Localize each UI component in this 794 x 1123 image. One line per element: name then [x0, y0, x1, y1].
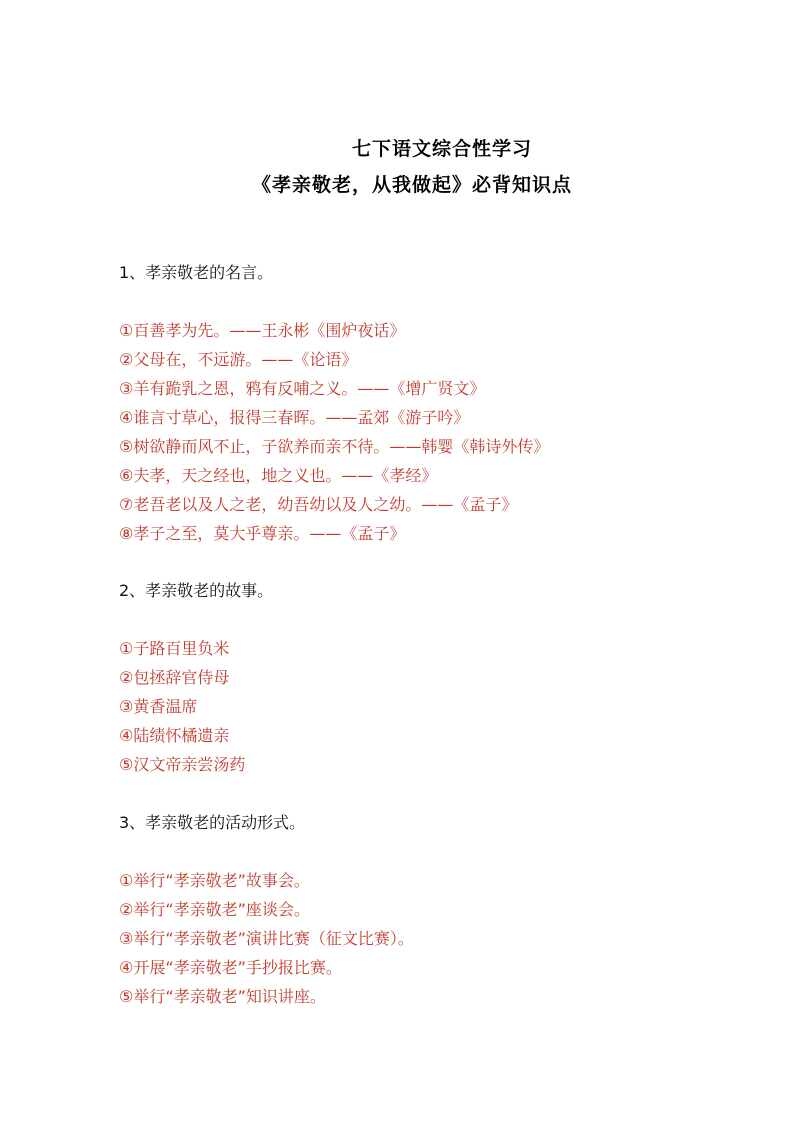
list-item: ⑥夫孝，天之经也，地之义也。——《孝经》 — [119, 466, 438, 485]
section-quotes — [119, 258, 739, 548]
list-item: ⑤举行“孝亲敬老”知识讲座。 — [119, 987, 326, 1006]
section-stories — [119, 576, 739, 779]
quote-list — [119, 316, 739, 548]
section-activities — [119, 808, 739, 1011]
activity-list — [119, 866, 739, 1011]
list-item: ⑧孝子之至，莫大乎尊亲。——《孟子》 — [119, 524, 406, 543]
list-item: ⑤汉文帝亲尝汤药 — [119, 755, 246, 774]
list-item: ③黄香温席 — [119, 697, 198, 716]
list-item: ④陆绩怀橘遗亲 — [119, 726, 230, 745]
section-heading: 2、孝亲敬老的故事。 — [119, 581, 274, 600]
document-title: 七下语文综合性学习 — [351, 138, 532, 160]
document-subtitle: 《孝亲敬老，从我做起》必背知识点 — [251, 174, 572, 196]
list-item: ①百善孝为先。——王永彬《围炉夜话》 — [119, 321, 406, 340]
list-item: ②父母在，不远游。——《论语》 — [119, 350, 358, 369]
section-heading: 1、孝亲敬老的名言。 — [119, 263, 274, 282]
list-item: ④开展“孝亲敬老”手抄报比赛。 — [119, 958, 342, 977]
list-item: ②包拯辞官侍母 — [119, 668, 230, 687]
list-item: ②举行“孝亲敬老”座谈会。 — [119, 900, 310, 919]
list-item: ①举行“孝亲敬老”故事会。 — [119, 871, 310, 890]
section-heading: 3、孝亲敬老的活动形式。 — [119, 813, 306, 832]
list-item: ③举行“孝亲敬老”演讲比赛（征文比赛）。 — [119, 929, 414, 948]
list-item: ③羊有跪乳之恩，鸦有反哺之义。——《增广贤文》 — [119, 379, 486, 398]
list-item: ①子路百里负米 — [119, 639, 230, 658]
list-item: ⑦老吾老以及人之老，幼吾幼以及人之幼。——《孟子》 — [119, 495, 518, 514]
list-item: ⑤树欲静而风不止，子欲养而亲不待。——韩婴《韩诗外传》 — [119, 437, 550, 456]
list-item: ④谁言寸草心，报得三春晖。——孟郊《游子吟》 — [119, 408, 470, 427]
story-list — [119, 634, 739, 779]
